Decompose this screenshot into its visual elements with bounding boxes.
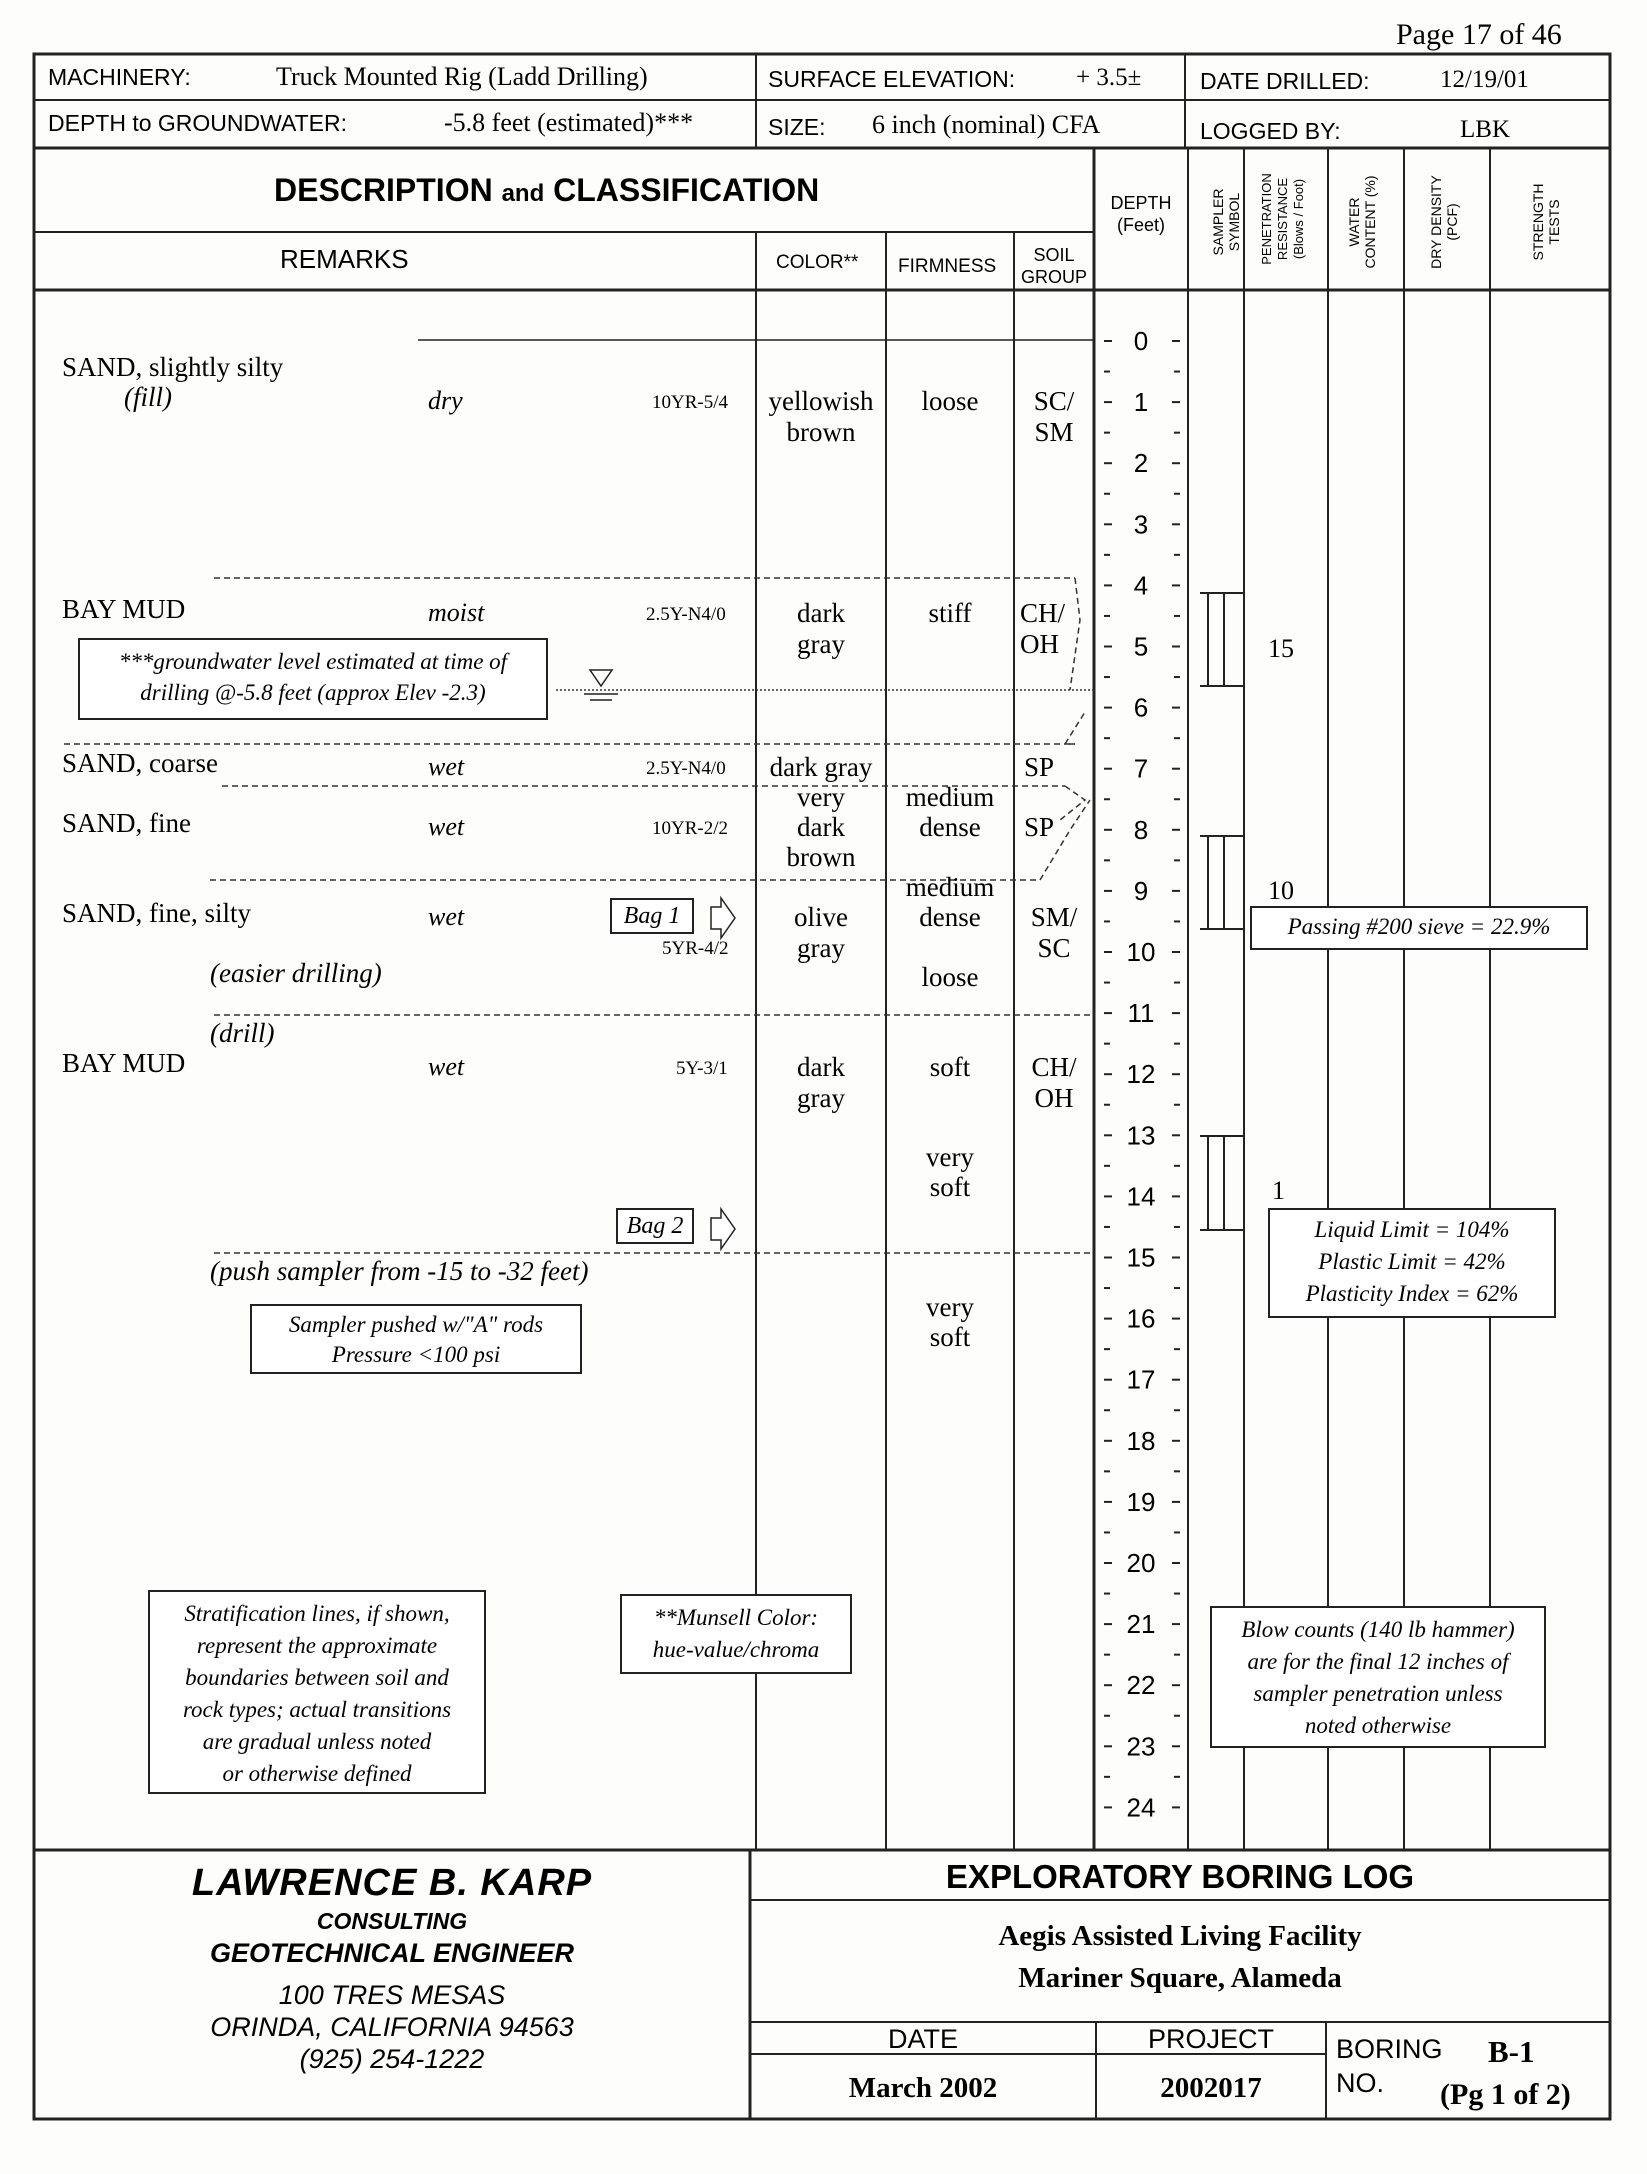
sampler-symbol-header: SAMPLER SYMBOL xyxy=(1210,188,1242,256)
engineer-address-2: ORINDA, CALIFORNIA 94563 xyxy=(210,2012,574,2042)
depth-label: 4 xyxy=(1133,570,1149,601)
depth-label: 15 xyxy=(1126,1242,1156,1273)
project-name: Aegis Assisted Living Facility xyxy=(998,1920,1362,1952)
size-label: SIZE: xyxy=(768,114,826,140)
layer-soil-group: SP xyxy=(1024,812,1055,842)
layer-moisture: dry xyxy=(428,386,463,415)
engineer-phone: (925) 254-1222 xyxy=(299,2044,485,2074)
layer-moisture: wet xyxy=(428,902,465,931)
layer-soil-group: CH/ OH xyxy=(1031,1052,1077,1113)
layer-munsell: 5YR-4/2 xyxy=(662,938,729,959)
push-sampler-note: (push sampler from -15 to -32 feet) xyxy=(210,1256,589,1286)
layer-name: SAND, fine xyxy=(62,808,191,838)
layer-soil-group: SC/ SM xyxy=(1033,386,1075,447)
depth-label: 14 xyxy=(1126,1181,1156,1212)
blow-count: 10 xyxy=(1268,876,1294,905)
depth-label: 11 xyxy=(1127,998,1155,1029)
depth-header: DEPTH (Feet) xyxy=(1110,193,1172,235)
dry-density-header: DRY DENSITY (PCF) xyxy=(1428,175,1460,269)
layer-moisture: wet xyxy=(428,812,465,841)
date-drilled-label: DATE DRILLED: xyxy=(1200,68,1370,94)
blow-count-note: Blow counts (140 lb hammer) are for the final 12 inches of sampler penetration unless noted otherwise xyxy=(1210,1606,1546,1748)
depth-label: 18 xyxy=(1126,1425,1156,1456)
blow-count: 15 xyxy=(1268,634,1294,663)
layer-color: very dark brown xyxy=(786,782,856,872)
atterberg-limits-result: Liquid Limit = 104% Plastic Limit = 42% Plasticity Index = 62% xyxy=(1268,1208,1556,1318)
stratification-note: Stratification lines, if shown, represent the approximate boundaries between soil and rock types; actual transitions are gradual unless noted or otherwise defined xyxy=(148,1590,486,1794)
layer-name: SAND, slightly silty xyxy=(62,352,284,382)
layer-color: dark gray xyxy=(797,598,845,659)
depth-label: 3 xyxy=(1133,509,1149,540)
groundwater-note: ***groundwater level estimated at time of drilling @-5.8 feet (approx Elev -2.3) xyxy=(78,638,548,720)
layer-color: dark gray xyxy=(797,1052,845,1113)
boring-page: (Pg 1 of 2) xyxy=(1440,2078,1571,2111)
depth-label: 12 xyxy=(1126,1059,1156,1090)
depth-label: 1 xyxy=(1133,387,1149,418)
layer-firmness-lower: very soft xyxy=(926,1292,974,1352)
surface-elevation-label: SURFACE ELEVATION: xyxy=(768,66,1016,92)
depth-label: 13 xyxy=(1126,1120,1156,1151)
groundwater-value: -5.8 feet (estimated)*** xyxy=(444,108,694,137)
drill-note: (drill) xyxy=(210,1018,275,1048)
engineer-consulting: CONSULTING xyxy=(316,1908,468,1934)
layer-munsell: 10YR-2/2 xyxy=(652,818,728,839)
layer-name: BAY MUD xyxy=(62,1048,186,1078)
depth-label: 7 xyxy=(1133,753,1149,784)
layer-firmness: soft xyxy=(929,1052,971,1082)
project-number-label: PROJECT xyxy=(1147,2024,1274,2054)
depth-label: 19 xyxy=(1126,1486,1156,1517)
layer-firmness-lower: very soft xyxy=(926,1142,974,1202)
layer-firmness: medium dense xyxy=(905,782,995,842)
machinery-label: MACHINERY: xyxy=(48,64,191,90)
depth-label: 24 xyxy=(1126,1792,1156,1823)
groundwater-label: DEPTH to GROUNDWATER: xyxy=(48,110,348,136)
size-value: 6 inch (nominal) CFA xyxy=(872,110,1101,139)
layer-color: olive gray xyxy=(794,902,848,963)
boring-number: B-1 xyxy=(1488,2034,1535,2069)
layer-moisture: moist xyxy=(428,598,485,627)
depth-label: 22 xyxy=(1126,1670,1156,1701)
log-title: EXPLORATORY BORING LOG xyxy=(945,1858,1415,1895)
depth-label: 0 xyxy=(1133,326,1149,356)
date-label: DATE xyxy=(887,2024,958,2054)
depth-label: 16 xyxy=(1126,1303,1156,1334)
layer-soil-group: SP xyxy=(1024,752,1055,782)
layer-munsell: 10YR-5/4 xyxy=(652,392,728,413)
layer-name: SAND, coarse xyxy=(62,748,218,778)
layer-soil-group: CH/ OH xyxy=(1020,598,1066,659)
blow-count: 1 xyxy=(1272,1176,1285,1205)
page-number: Page 17 of 46 xyxy=(1396,18,1562,51)
depth-label: 23 xyxy=(1126,1731,1156,1762)
depth-label: 21 xyxy=(1126,1609,1156,1640)
layer-color: dark gray xyxy=(769,752,873,782)
soil-group-header: SOIL GROUP xyxy=(1020,245,1087,287)
logged-by-label: LOGGED BY: xyxy=(1200,118,1341,144)
project-location: Mariner Square, Alameda xyxy=(1018,1962,1342,1994)
layer-name: SAND, fine, silty xyxy=(62,898,251,928)
engineer-name: LAWRENCE B. KARP xyxy=(191,1862,593,1904)
depth-label: 20 xyxy=(1126,1548,1156,1578)
layer-firmness: loose xyxy=(921,386,979,416)
easier-drilling-note: (easier drilling) xyxy=(210,958,382,988)
depth-label: 6 xyxy=(1133,692,1149,723)
report-date: March 2002 xyxy=(848,2072,998,2104)
depth-label: 9 xyxy=(1133,875,1149,906)
munsell-note: **Munsell Color: hue-value/chroma xyxy=(620,1594,852,1674)
layer-color: yellowish brown xyxy=(768,386,874,447)
logged-by-value: LBK xyxy=(1460,116,1510,143)
penetration-resistance-header: PENETRATION RESISTANCE (Blows / Foot) xyxy=(1259,173,1306,265)
depth-label: 10 xyxy=(1126,937,1156,967)
layer-firmness: stiff xyxy=(928,598,972,628)
depth-label: 17 xyxy=(1126,1364,1156,1395)
sampler-note: Sampler pushed w/"A" rods Pressure <100 psi xyxy=(250,1304,582,1374)
layer-name: BAY MUD xyxy=(62,594,186,624)
machinery-value: Truck Mounted Rig (Ladd Drilling) xyxy=(276,62,648,91)
firmness-header: FIRMNESS xyxy=(898,256,997,277)
strength-tests-header: STRENGTH TESTS xyxy=(1530,183,1562,261)
layer-munsell: 2.5Y-N4/0 xyxy=(646,758,726,779)
surface-elevation-value: + 3.5± xyxy=(1076,64,1142,91)
layer-munsell: 2.5Y-N4/0 xyxy=(646,604,726,625)
remarks-header: REMARKS xyxy=(280,244,409,274)
water-content-header: WATER CONTENT (%) xyxy=(1346,175,1378,269)
sieve-test-result: Passing #200 sieve = 22.9% xyxy=(1250,906,1588,950)
date-drilled-value: 12/19/01 xyxy=(1440,66,1529,93)
engineer-title: GEOTECHNICAL ENGINEER xyxy=(209,1938,575,1968)
depth-label: 5 xyxy=(1133,631,1149,662)
color-header: COLOR** xyxy=(776,252,859,273)
layer-firmness-lower: loose xyxy=(921,962,979,992)
bag-1-label: Bag 1 xyxy=(610,898,694,934)
layer-munsell: 5Y-3/1 xyxy=(676,1058,728,1079)
boring-label: BORING NO. xyxy=(1336,2034,1443,2098)
depth-label: 8 xyxy=(1133,814,1149,845)
engineer-address-1: 100 TRES MESAS xyxy=(278,1980,506,2010)
layer-moisture: wet xyxy=(428,1052,465,1081)
bag-2-label: Bag 2 xyxy=(616,1208,694,1244)
layer-firmness: medium dense xyxy=(905,872,995,932)
project-number: 2002017 xyxy=(1160,2072,1262,2104)
description-title: DESCRIPTION and CLASSIFICATION xyxy=(274,172,820,208)
depth-label: 2 xyxy=(1133,448,1149,479)
layer-moisture: wet xyxy=(428,752,465,781)
layer-soil-group: SM/ SC xyxy=(1030,902,1078,963)
layer-note: (fill) xyxy=(124,382,172,412)
